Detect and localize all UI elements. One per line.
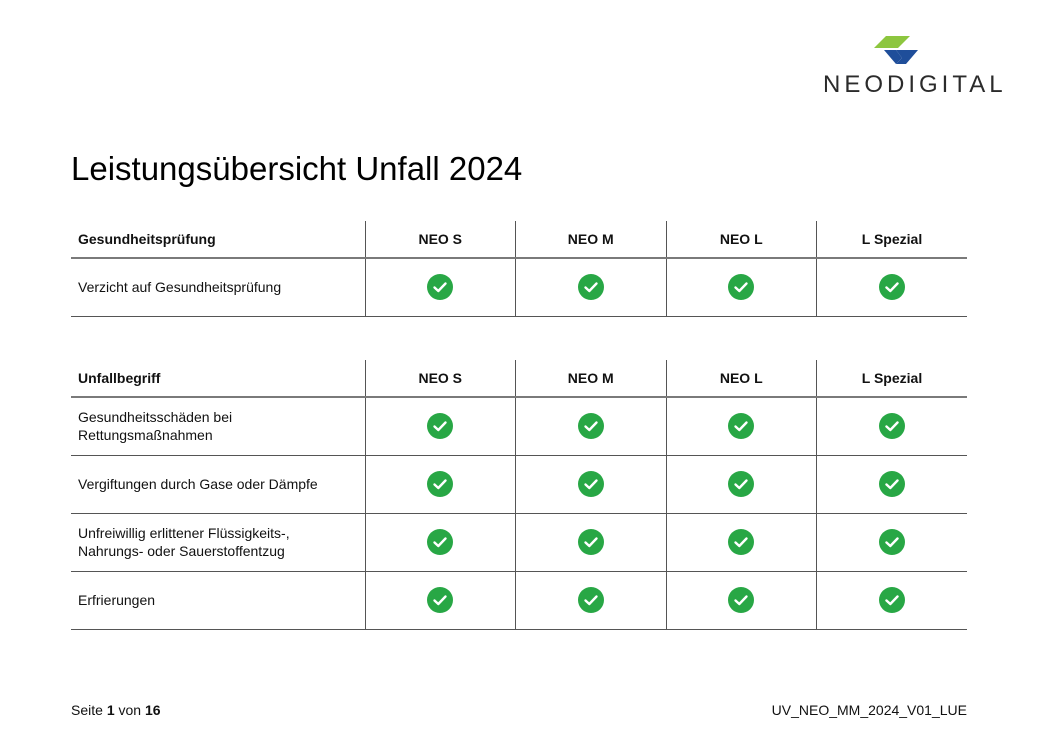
column-header-l-spezial: L Spezial bbox=[817, 360, 968, 397]
row-label-line: Nahrungs- oder Sauerstoffentzug bbox=[78, 543, 285, 559]
row-label-line: Rettungsmaßnahmen bbox=[78, 427, 213, 444]
table-cell bbox=[516, 258, 667, 316]
table-row bbox=[71, 513, 967, 571]
table-row bbox=[71, 571, 967, 629]
row-label: Verzicht auf Gesundheitsprüfung bbox=[71, 258, 365, 316]
row-label bbox=[71, 513, 365, 571]
column-header-neo-m: NEO M bbox=[516, 221, 667, 258]
section-heading: Unfallbegriff bbox=[71, 360, 365, 397]
check-circle-icon bbox=[728, 413, 754, 439]
table-row bbox=[71, 455, 967, 513]
table-cell bbox=[817, 455, 968, 513]
table-cell bbox=[817, 258, 968, 316]
check-circle-icon bbox=[728, 587, 754, 613]
document-code: UV_NEO_MM_2024_V01_LUE bbox=[771, 702, 967, 718]
table-cell bbox=[516, 397, 667, 455]
check-circle-icon bbox=[427, 413, 453, 439]
column-header-neo-m: NEO M bbox=[516, 360, 667, 397]
check-circle-icon bbox=[427, 471, 453, 497]
health-check-table bbox=[71, 221, 967, 317]
check-circle-icon bbox=[728, 274, 754, 300]
logo-mark-icon bbox=[872, 34, 920, 64]
table-cell bbox=[666, 258, 817, 316]
table-row bbox=[71, 397, 967, 455]
table-cell bbox=[365, 397, 516, 455]
check-circle-icon bbox=[427, 274, 453, 300]
table-header-row bbox=[71, 360, 967, 397]
check-circle-icon bbox=[728, 471, 754, 497]
table-cell bbox=[666, 513, 817, 571]
check-circle-icon bbox=[578, 274, 604, 300]
page-title: Leistungsübersicht Unfall 2024 bbox=[71, 150, 523, 187]
section-heading: Gesundheitsprüfung bbox=[71, 221, 365, 258]
row-label-line: Unfreiwillig erlittener Flüssigkeits-, bbox=[78, 525, 290, 541]
check-circle-icon bbox=[728, 529, 754, 555]
page-number bbox=[71, 702, 161, 718]
table-cell bbox=[365, 455, 516, 513]
check-circle-icon bbox=[578, 413, 604, 439]
table-cell bbox=[365, 258, 516, 316]
check-circle-icon bbox=[578, 587, 604, 613]
check-circle-icon bbox=[879, 413, 905, 439]
column-header-neo-s: NEO S bbox=[365, 221, 516, 258]
table-cell bbox=[516, 513, 667, 571]
check-circle-icon bbox=[879, 471, 905, 497]
row-label-line: Gesundheitsschäden bei bbox=[78, 409, 233, 426]
row-label bbox=[71, 397, 365, 455]
row-label: Erfrierungen bbox=[71, 571, 365, 629]
table-cell bbox=[666, 455, 817, 513]
column-header-neo-l: NEO L bbox=[666, 221, 817, 258]
table-cell bbox=[817, 513, 968, 571]
page-total: 16 bbox=[144, 702, 161, 718]
column-header-neo-s: NEO S bbox=[365, 360, 516, 397]
check-circle-icon bbox=[879, 274, 905, 300]
table-cell bbox=[516, 455, 667, 513]
table-header-row bbox=[71, 221, 967, 258]
table-cell bbox=[817, 397, 968, 455]
check-circle-icon bbox=[879, 587, 905, 613]
table-cell bbox=[666, 571, 817, 629]
column-header-neo-l: NEO L bbox=[666, 360, 817, 397]
table-cell bbox=[817, 571, 968, 629]
table-row bbox=[71, 258, 967, 316]
page-prefix: Seite bbox=[71, 702, 103, 718]
column-header-l-spezial: L Spezial bbox=[817, 221, 968, 258]
row-label: Vergiftungen durch Gase oder Dämpfe bbox=[71, 455, 365, 513]
page-current: 1 bbox=[106, 702, 115, 718]
logo-wordmark: NEODIGITAL bbox=[823, 71, 1007, 98]
check-circle-icon bbox=[578, 471, 604, 497]
page-separator: von bbox=[118, 702, 142, 718]
company-logo bbox=[820, 34, 1007, 98]
check-circle-icon bbox=[879, 529, 905, 555]
check-circle-icon bbox=[427, 529, 453, 555]
table-cell bbox=[516, 571, 667, 629]
table-cell bbox=[365, 513, 516, 571]
table-cell bbox=[365, 571, 516, 629]
accident-definition-table bbox=[71, 360, 967, 630]
table-cell bbox=[666, 397, 817, 455]
check-circle-icon bbox=[427, 587, 453, 613]
check-circle-icon bbox=[578, 529, 604, 555]
